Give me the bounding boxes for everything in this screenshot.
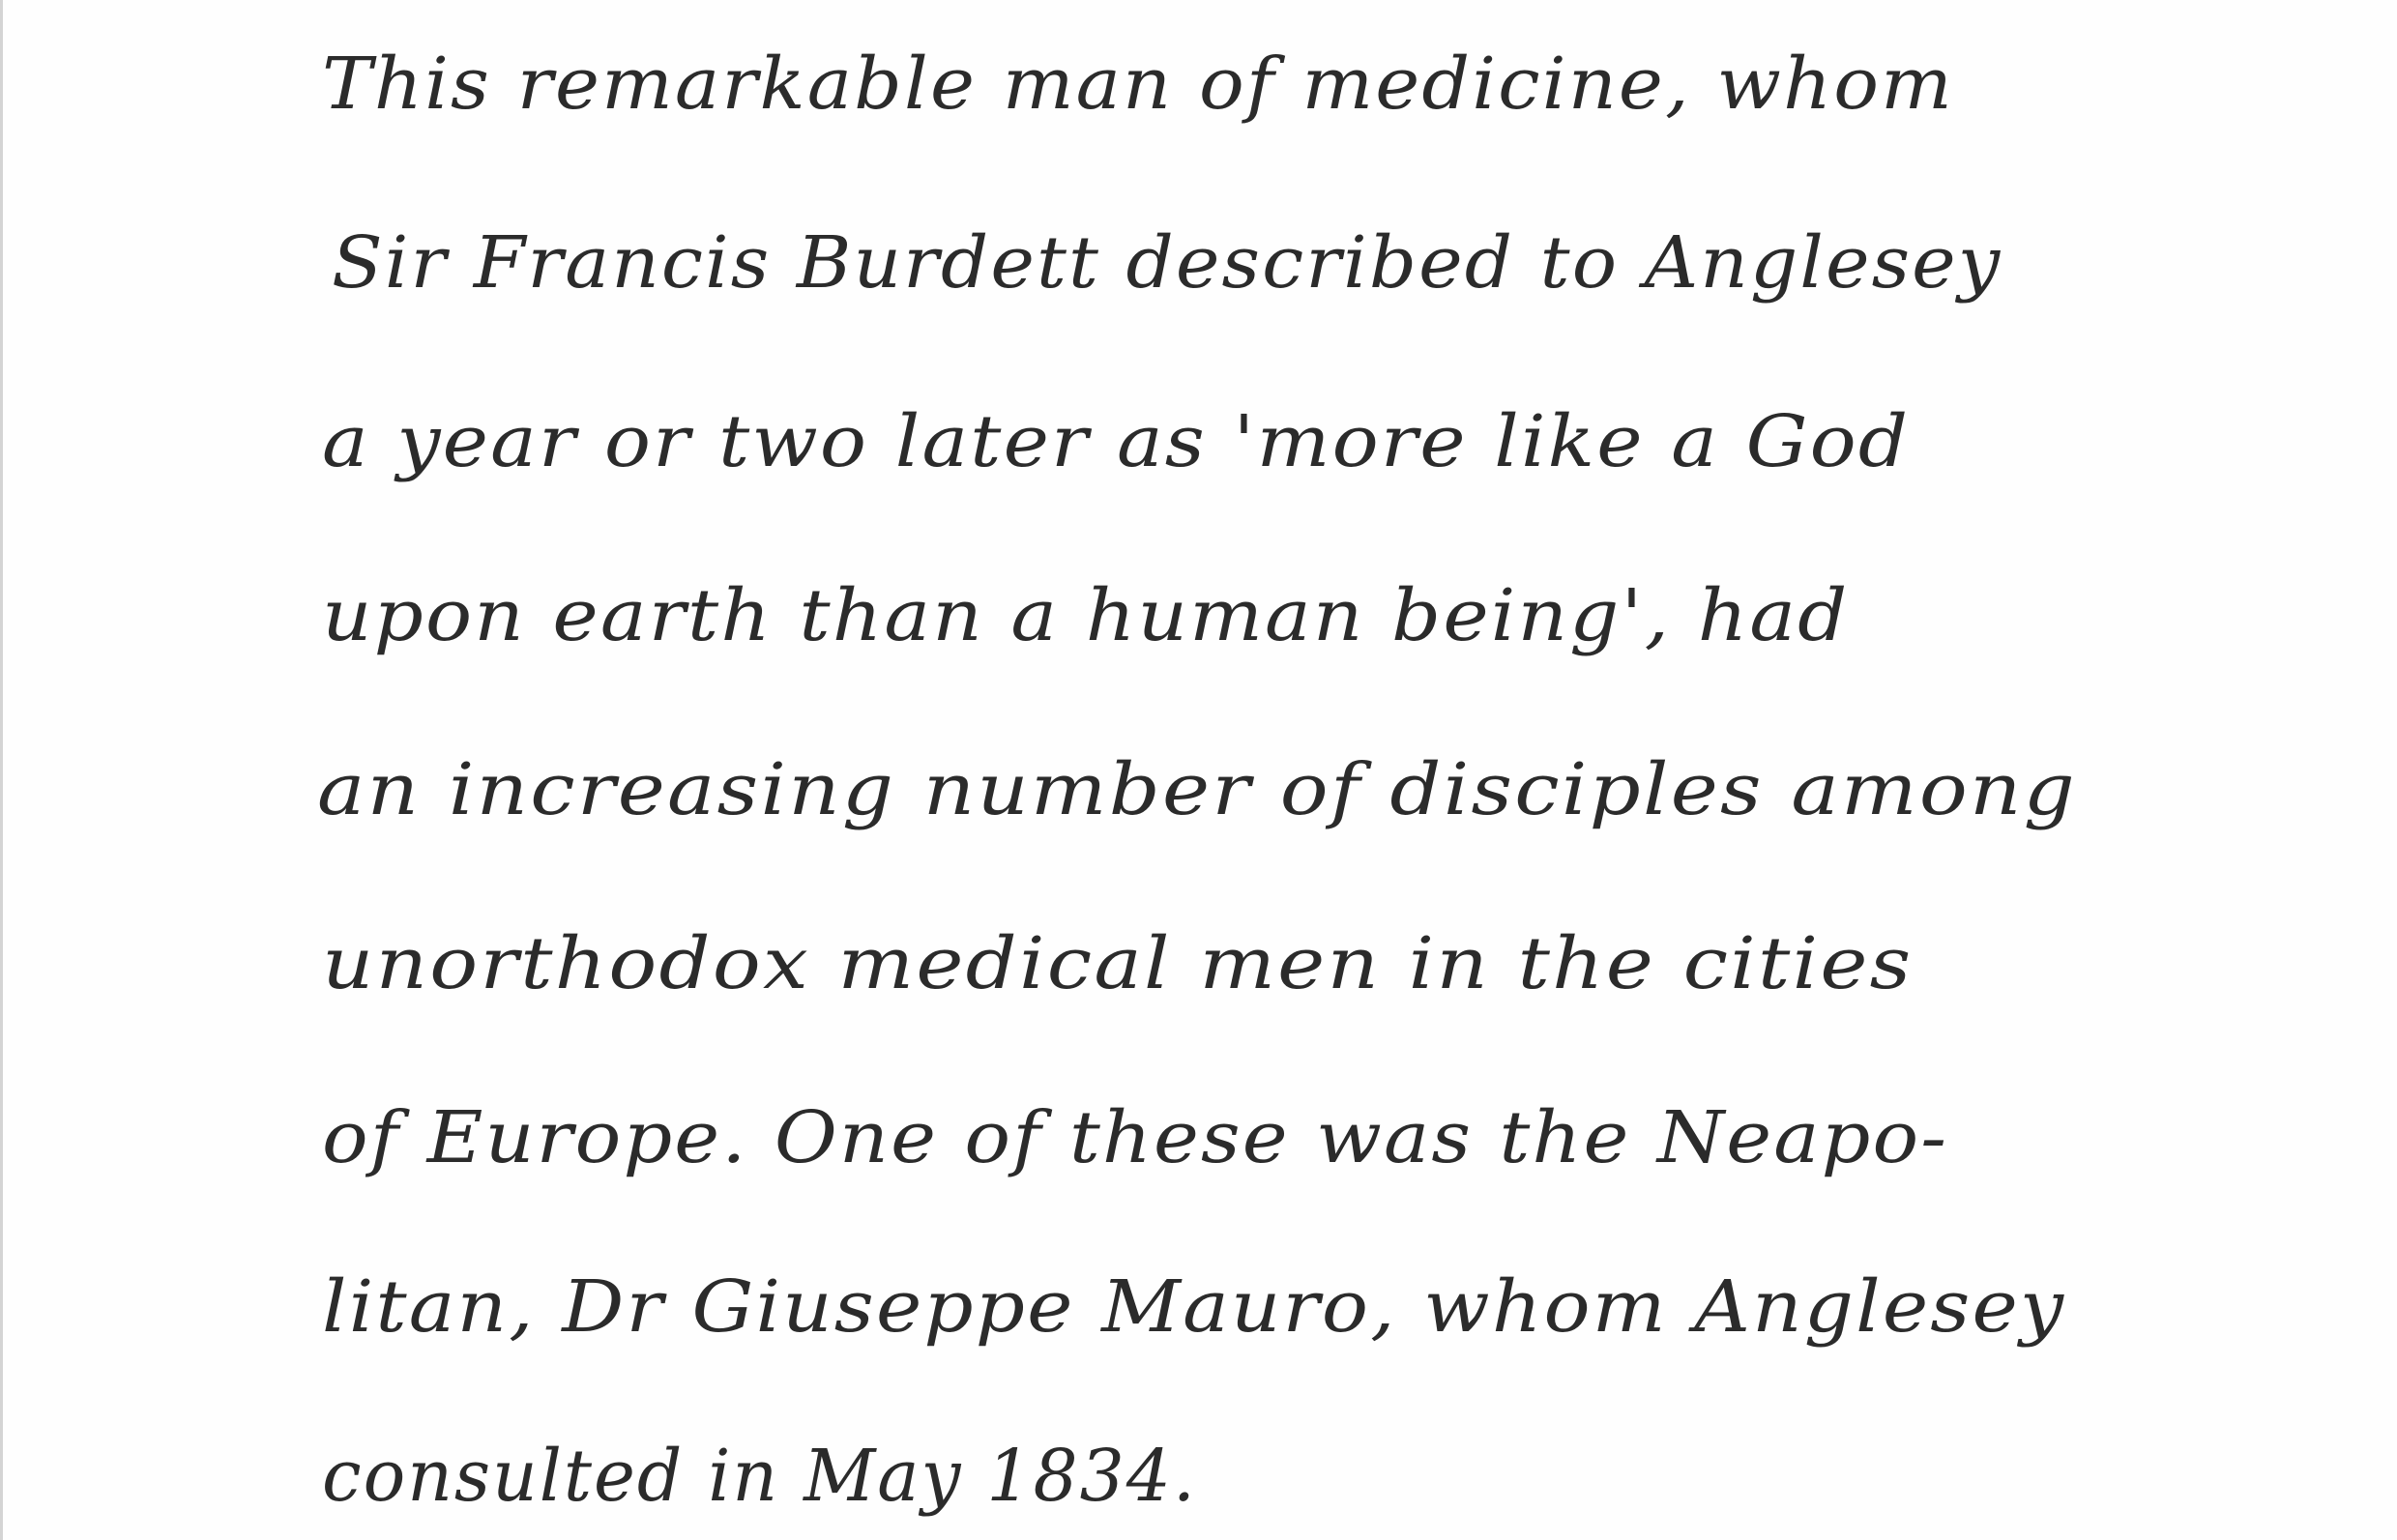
text-line-9: consulted in May 1834. (322, 1435, 1197, 1518)
text-line-5: an increasing number of disciples among (317, 748, 2077, 831)
text-line-4: upon earth than a human being', had (322, 574, 1850, 657)
text-line-2: Sir Francis Burdett described to Anglesey (332, 221, 2002, 305)
text-line-1: This remarkable man of medicine, whom (322, 43, 1954, 126)
text-line-7: of Europe. One of these was the Neapo- (322, 1096, 1949, 1179)
text-line-3: a year or two later as 'more like a God (322, 400, 1911, 483)
text-line-8: litan, Dr Giuseppe Mauro, whom Anglesey (322, 1265, 2066, 1349)
page-left-edge (0, 0, 3, 1540)
text-line-6: unorthodox medical men in the cities (322, 922, 1914, 1005)
